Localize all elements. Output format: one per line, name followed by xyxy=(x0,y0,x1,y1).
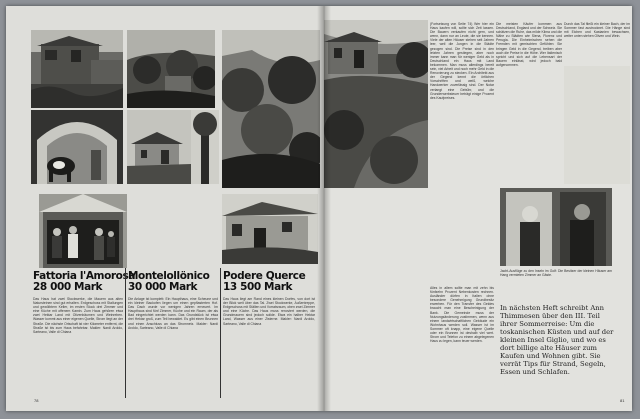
listing-price-1: 28 000 Mark xyxy=(33,281,103,293)
listing-name-3: Podere Querce xyxy=(223,270,306,282)
page-number-right: 81 xyxy=(620,398,625,403)
photo-rural-house-tree xyxy=(127,110,191,184)
page-number-left: 78 xyxy=(34,398,39,403)
listing-title-1 xyxy=(33,270,136,293)
photo-family-at-doorway xyxy=(39,194,127,268)
right-page xyxy=(324,6,632,411)
photo-hillside-large xyxy=(222,30,320,188)
photo-stone-house-ruin xyxy=(31,30,123,108)
spine-gutter xyxy=(317,6,331,411)
next-issue-teaser: In nächsten Heft schreibt Ann Thimmesen über den III. Teil ihrer Sommerreise: Um die toskanischen Küsten und auf der kleinen Insel Giglio, und wo es dort billige alte Häuser zum Kaufen und Wohnen gibt. Sie verrät Tips für Strand, Segeln, Essen und Schlafen. xyxy=(500,304,614,376)
photo-caption: Jacht-Ausflüge zu den Inseln im Golf: Die Besitzer der kleinen Häuser am Hang vermieten Zimmer an Gäste. xyxy=(500,269,612,278)
listing-name-2: Montelollönico xyxy=(128,270,210,282)
listing-name-1: Fattoria l'Amorosa xyxy=(33,270,136,282)
listing-text-2: Die Anlage ist komplett: Ein Haupthaus, eine Scheune und ein kleiner Backofen liegen um einen gepflasterten Hof. Das Dach wurde vor wenigen Jahren erneuert. Im Haupthaus sind fünf Zimmer, Küche und ein Raum, der als Bad eingerichtet werden kann. Das Grundstück ist etwa drei Hektar groß, zum Teil bewaldet. Es gibt einen Brunnen und einen Anschluss an das Stromnetz. Makler: Nardi Aroldo, Sarteano, Valle di Chiana xyxy=(128,297,218,330)
left-page xyxy=(6,6,324,411)
photo-house-hillside-small xyxy=(564,66,630,184)
photo-overgrown-hillside xyxy=(127,30,215,108)
listing-price-2: 30 000 Mark xyxy=(128,281,198,293)
column-divider xyxy=(125,268,126,398)
column-divider xyxy=(220,268,221,398)
photo-two-men-in-doorway xyxy=(500,188,612,266)
photo-stone-farmhouse xyxy=(222,194,318,264)
photo-tall-tree-landscape xyxy=(191,110,219,184)
listing-title-2 xyxy=(128,271,220,293)
magazine-spread xyxy=(6,6,632,411)
listing-text-3: Das Haus liegt am Rand eines kleinen Dorfes, von dort ist der Blick weit über das Tal. Zwei Stockwerke, Außentreppe, Erdgeschoss mit Ställen und Vorratsraum, oben zwei Zimmer und eine Küche. Das Haus muss renoviert werden, die Grundmauern sind jedoch solide. Etwa ein halber Hektar Land, Wasser aus einer Zisterne. Makler: Nardi Aroldo, Sarteano, Valle di Chiana xyxy=(223,297,315,326)
body-column-3: Die meisten Käufer kommen aus Deutschland, England und der Schweiz. Sie schätzen die Ruhe, das milde Klima und die Nähe zu Städten wie Siena, Florenz und Perugia. Die Einheimischen sehen die Fremden mit gemischten Gefühlen: Sie bringen Geld in die Gegend, treiben aber auch die Preise in die Höhe. Wer Italienisch spricht und sich auf die Lebensart der Bauern einlässt, wird jedoch bald aufgenommen. xyxy=(496,22,562,67)
listing-title-3 xyxy=(223,271,317,293)
listing-text-1: Das Haus hat zwei Stockwerke, die Mauern aus alten Natursteinen sind gut erhalten. Erdgeschoss mit Stallungen und gewölbtem Keller, im ersten Stock drei Zimmer und eine Küche mit offenem Kamin. Zum Haus gehören etwa zwei Hektar Land mit Olivenbäumen und Weinreben. Wasser kommt aus einer eigenen Quelle, Strom liegt an der Straße. Die nächste Ortschaft ist vier Kilometer entfernt, die Straße ist bis zum Haus befahrbar. Makler: Nardi Aroldo, Sarteano, Valle di Chiana xyxy=(33,297,123,334)
body-column-4: Durch das Tal fließt ein kleiner Bach, der im Sommer fast austrocknet. Die Hänge sind mit Eichen und Kastanien bewachsen, weiter unten stehen Oliven und Wein. xyxy=(564,22,630,39)
photo-vaulted-stable-cow xyxy=(31,110,123,184)
body-column-2: Alles in allem sollte man mit zehn bis fünfzehn Prozent Nebenkosten rechnen. Ausländer dürfen in Italien ohne besondere Genehmigung Grundbesitz erwerben. Für den Transfer des Geldes braucht man eine Bescheinigung der Bank. Die Gemeinde muss der Nutzungsänderung zustimmen, wenn aus einem landwirtschaftlichen Gebäude ein Wohnhaus werden soll. Wasser ist im Sommer oft knapp, eine eigene Quelle oder ein Brunnen ist deshalb viel wert. Strom und Telefon zu einem abgelegenen Haus zu legen, kann teuer werden. xyxy=(430,286,494,344)
listing-price-3: 13 500 Mark xyxy=(223,281,293,293)
photo-farmhouse-in-wooded-valley xyxy=(324,20,428,188)
body-column-1: (Fortsetzung von Seite 74) Wer hier ein Haus kaufen will, sollte sich Zeit lassen. Die Bauern verkaufen nicht gern, und wenn, dann nur an Leute, die sie kennen. Viele der alten Häuser stehen seit Jahren leer, weil die Jungen in die Städte gezogen sind. Die Preise sind in den letzten Jahren gestiegen, aber noch immer kann man für weniger Geld als in Deutschland ein Haus mit Land bekommen. Man muss allerdings bereit sein, viel Arbeit und noch mehr Geld in die Renovierung zu stecken. Ein Architekt aus der Gegend kennt die örtlichen Vorschriften und weiß, welche Handwerker zuverlässig sind. Der Notar verlangt eine Gebühr, und die Grunderwerbsteuer beträgt einige Prozent des Kaufpreises. xyxy=(430,22,494,100)
